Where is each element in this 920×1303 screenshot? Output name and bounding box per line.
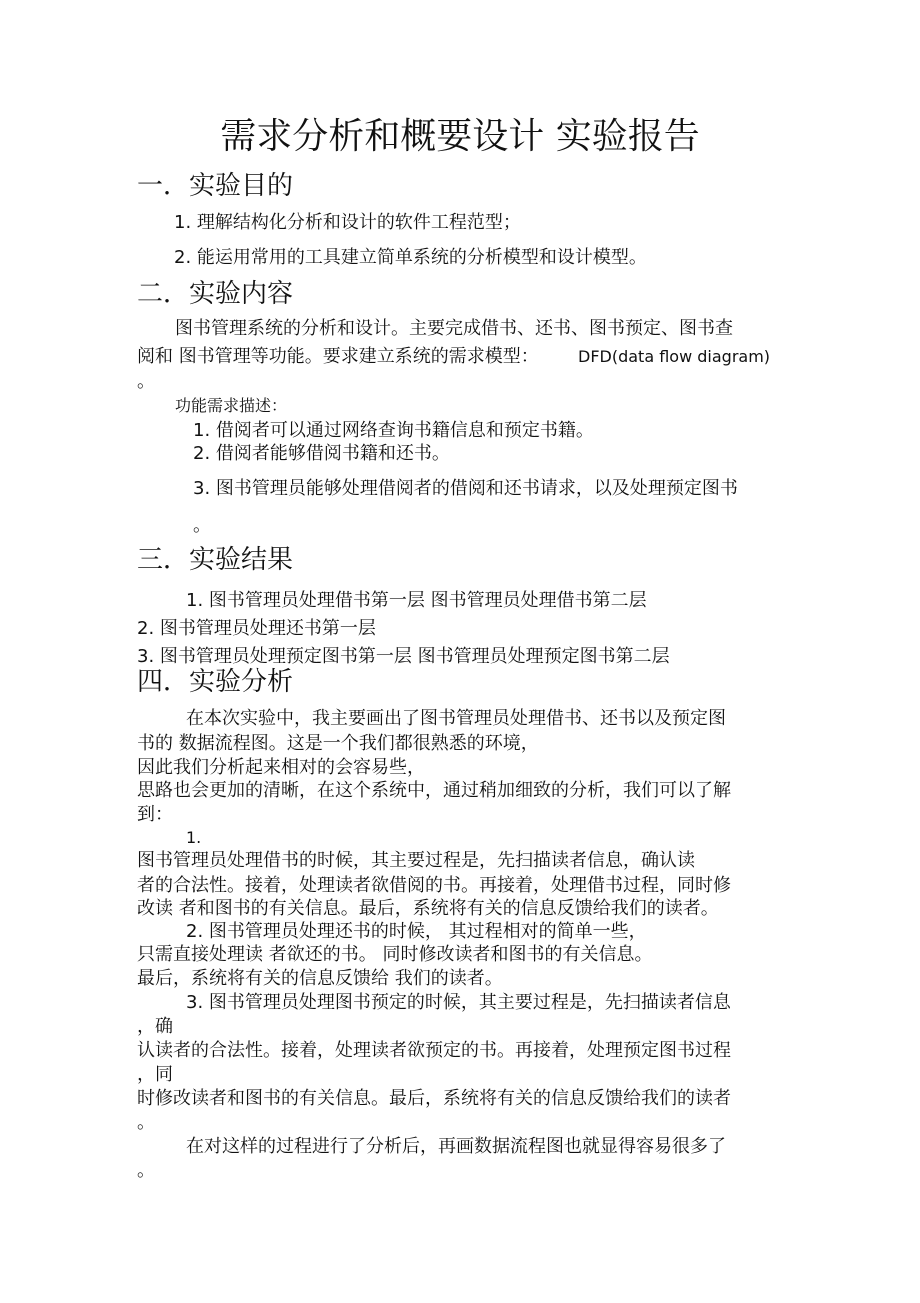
analysis-line: ，同 [137,1064,173,1085]
analysis-line: 在本次实验中，我主要画出了图书管理员处理借书、还书以及预定图 [186,708,726,729]
analysis-line: 图书管理员处理借书的时候，其主要过程是，先扫描读者信息，确认读 [137,850,695,871]
result-item: 2. 图书管理员处理还书第一层 [137,618,376,639]
content-paragraph-line: 图书管理系统的分析和设计。主要完成借书、还书、图书预定、图书查 [175,318,733,339]
heading-analysis: 四．实验分析 [137,667,294,697]
analysis-line: ，确 [137,1016,173,1037]
analysis-line: 3. 图书管理员处理图书预定的时候，其主要过程是，先扫描读者信息 [186,992,731,1013]
document-title: 需求分析和概要设计 实验报告 [220,116,700,157]
analysis-line: 者的合法性。接着，处理读者欲借阅的书。再接着，处理借书过程，同时修 [137,875,731,896]
result-item: 3. 图书管理员处理预定图书第一层 图书管理员处理预定图书第二层 [137,646,670,667]
content-paragraph-line: 。 [137,371,155,392]
function-item: 2. 借阅者能够借阅书籍和还书。 [193,443,450,464]
analysis-line: 到： [137,804,173,825]
heading-results: 三．实验结果 [137,545,294,575]
purpose-item: 2. 能运用常用的工具建立简单系统的分析模型和设计模型。 [174,247,647,268]
analysis-line: 1. [186,828,202,847]
analysis-line: 最后，系统将有关的信息反馈给 我们的读者。 [137,968,503,989]
analysis-line: 。 [137,1112,155,1133]
purpose-item: 1. 理解结构化分析和设计的软件工程范型； [174,212,521,233]
content-paragraph-line: 阅和 图书管理等功能。要求建立系统的需求模型： [137,346,539,367]
analysis-line: 认读者的合法性。接着，处理读者欲预定的书。再接着，处理预定图书过程 [137,1040,731,1061]
function-item: 3. 图书管理员能够处理借阅者的借阅和还书请求，以及处理预定图书 [193,478,738,499]
analysis-line: 因此我们分析起来相对的会容易些， [137,757,425,778]
analysis-line: 思路也会更加的清晰，在这个系统中，通过稍加细致的分析，我们可以了解 [137,780,731,801]
analysis-line: 在对这样的过程进行了分析后，再画数据流程图也就显得容易很多了 [186,1136,726,1157]
function-requirements-label: 功能需求描述： [175,396,288,415]
heading-purpose: 一．实验目的 [137,171,294,201]
analysis-line: 。 [137,1160,155,1181]
heading-content: 二．实验内容 [137,279,294,309]
analysis-line: 时修改读者和图书的有关信息。最后，系统将有关的信息反馈给我们的读者 [137,1088,731,1109]
function-item: 1. 借阅者可以通过网络查询书籍信息和预定书籍。 [193,420,594,441]
result-item: 1. 图书管理员处理借书第一层 图书管理员处理借书第二层 [186,590,647,611]
analysis-line: 只需直接处理读 者欲还的书。 同时修改读者和图书的有关信息。 [137,944,653,965]
analysis-line: 改读 者和图书的有关信息。最后，系统将有关的信息反馈给我们的读者。 [137,898,719,919]
function-item: 。 [193,515,211,536]
analysis-line: 2. 图书管理员处理还书的时候， 其过程相对的简单一些， [186,921,647,942]
dfd-term: DFD(data flow diagram) [578,347,771,366]
analysis-line: 书的 数据流程图。这是一个我们都很熟悉的环境， [137,733,539,754]
